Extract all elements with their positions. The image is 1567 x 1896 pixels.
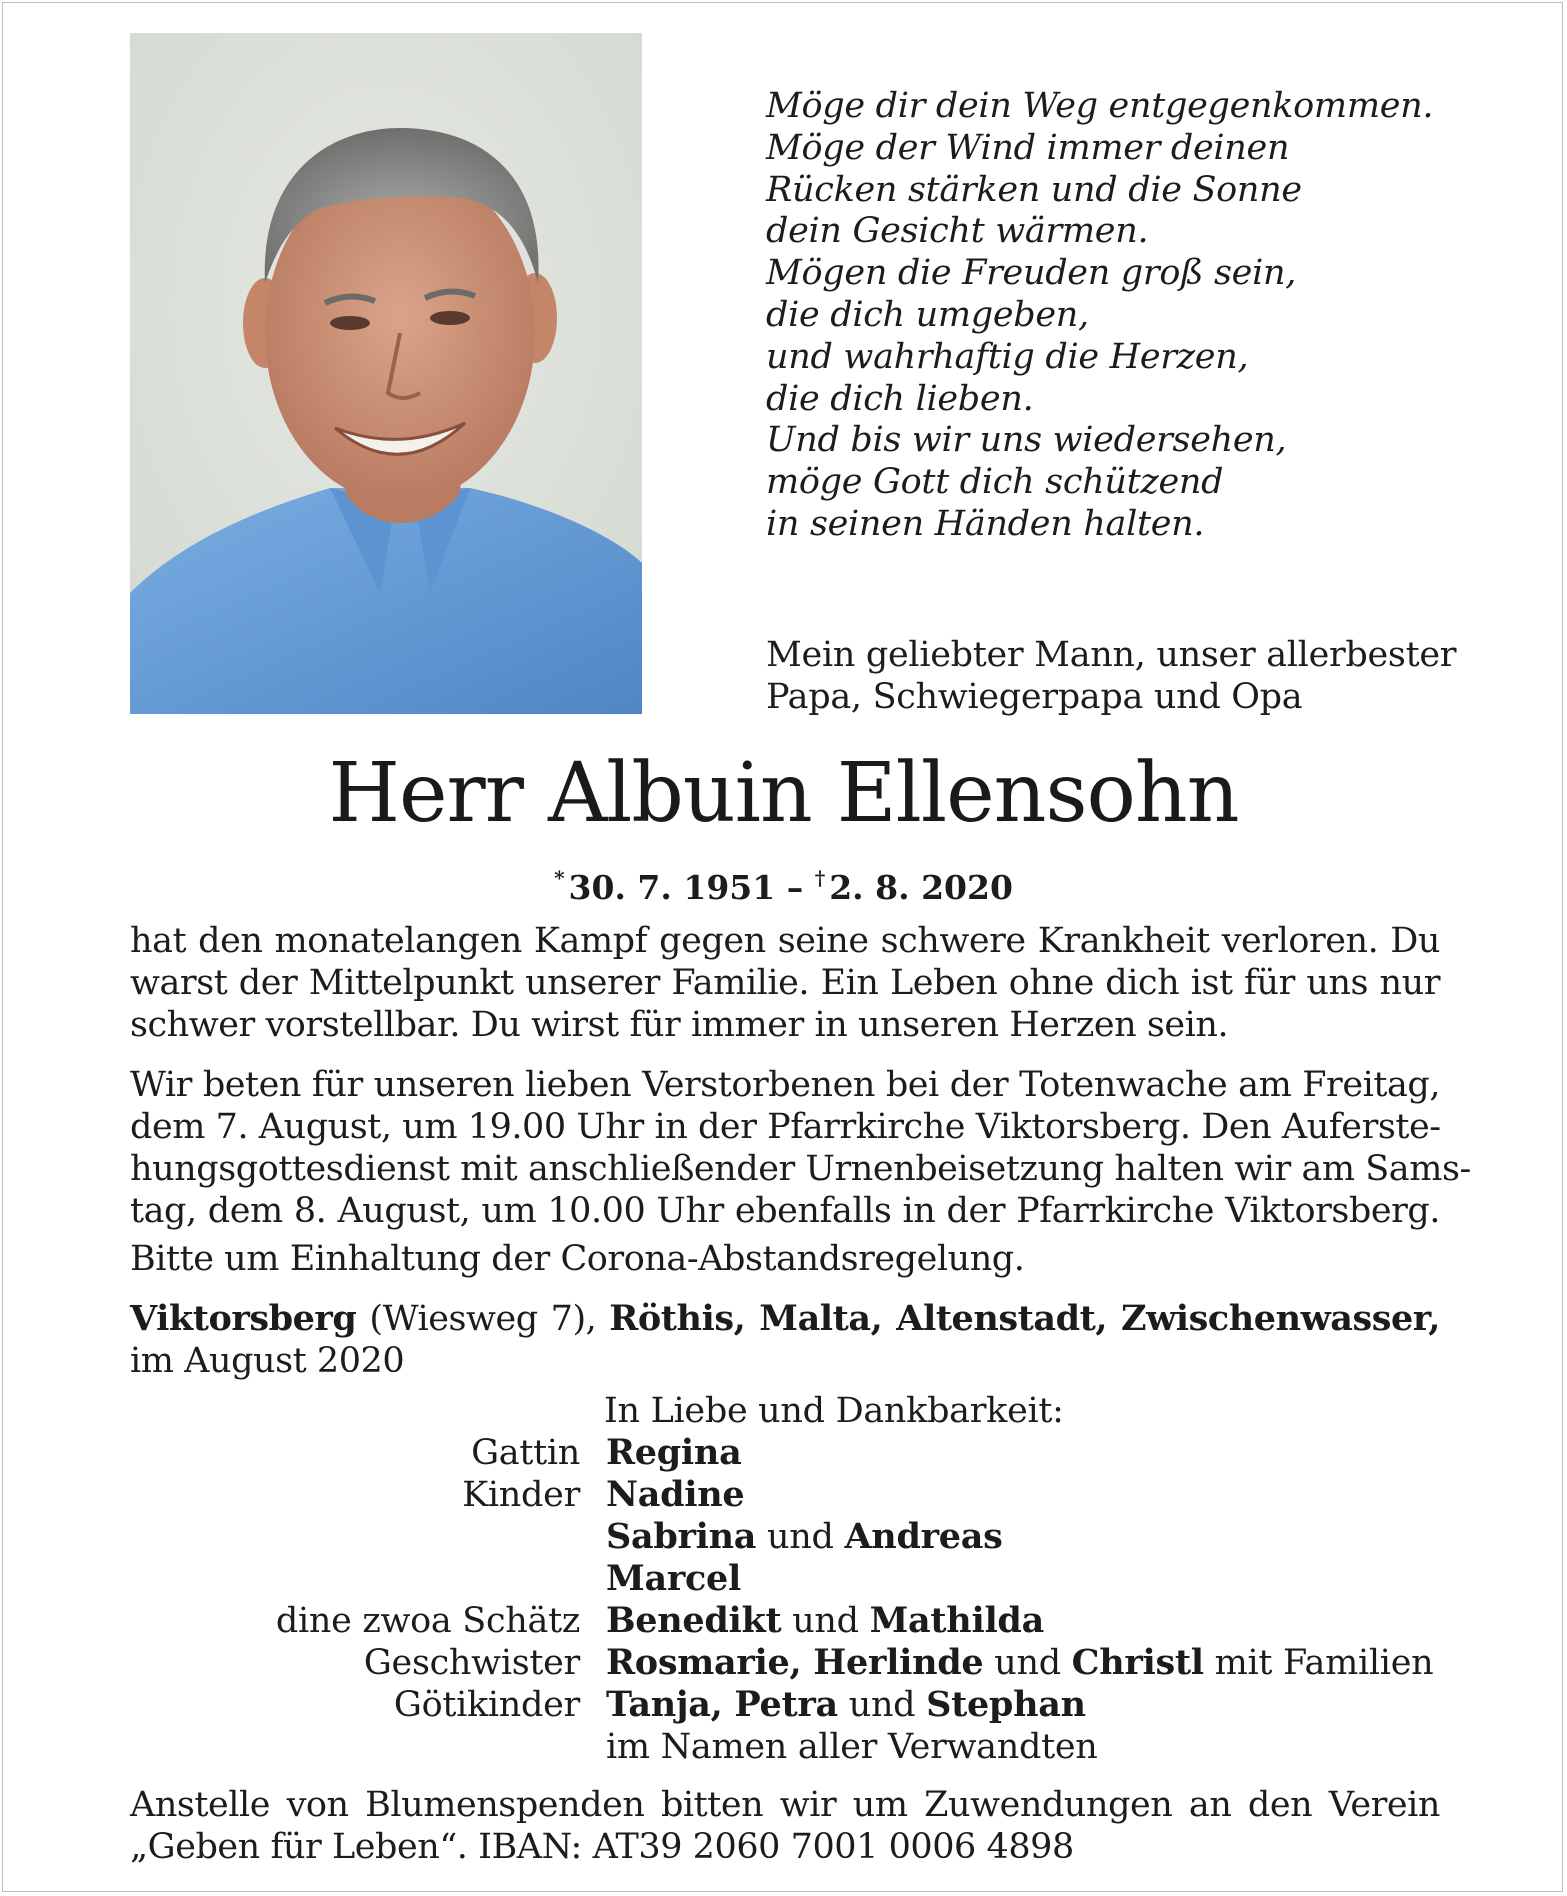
poem-line: in seinen Händen halten. — [766, 503, 1205, 544]
family-row — [130, 1726, 1530, 1768]
text-line: Anstelle von Blumenspenden bitten wir um Zuwendungen an den Verein — [130, 1785, 1440, 1825]
paragraph-illness — [130, 920, 1440, 1046]
text-line: hat den monatelangen Kampf gegen seine schwere Krankheit verloren. Du — [130, 921, 1440, 961]
family-member: Rosmarie, Herlinde — [606, 1642, 984, 1683]
poem-line: möge Gott dich schützend — [766, 462, 1224, 503]
text-line: schwer vorstellbar. Du wirst für immer in unseren Herzen sein. — [130, 1005, 1229, 1045]
poem-line: und wahrhaftig die Herzen, — [766, 336, 1249, 377]
birth-date: 30. 7. 1951 — [568, 868, 776, 907]
text-line: hungsgottesdienst mit anschließender Urnenbeisetzung halten wir am Sams- — [130, 1149, 1471, 1189]
family-member: Christl — [1071, 1642, 1204, 1683]
family-member: Sabrina — [606, 1516, 757, 1557]
life-dates — [0, 858, 1567, 908]
family-member: Benedikt — [606, 1600, 782, 1641]
deceased-name: Herr Albuin Ellensohn — [328, 746, 1239, 841]
family-row — [130, 1432, 1530, 1474]
family-member: Mathilda — [869, 1600, 1044, 1641]
family-role: Kinder — [462, 1475, 580, 1515]
family-row: Götikinder Tanja, Petra und Stephan — [130, 1684, 1530, 1726]
date-separator: – — [786, 868, 804, 907]
text-line: dem 7. August, um 19.00 Uhr in der Pfarrkirche Viktorsberg. Den Auferste- — [130, 1107, 1441, 1147]
poem-line: Mögen die Freuden groß sein, — [766, 253, 1297, 294]
family-member: Regina — [606, 1432, 742, 1473]
death-date: 2. 8. 2020 — [829, 868, 1013, 907]
intro-line: Mein geliebter Mann, unser allerbester — [766, 635, 1457, 675]
place-date — [130, 1298, 1440, 1382]
family-row: Sabrina und Andreas — [606, 1516, 1003, 1557]
family-member: Nadine — [606, 1474, 745, 1515]
family-role: Gattin — [471, 1433, 580, 1473]
family-role: Götikinder — [393, 1685, 580, 1725]
family-member: Tanja, Petra — [606, 1684, 838, 1725]
family-list — [130, 1432, 1530, 1768]
family-role: Geschwister — [363, 1643, 580, 1683]
birth-symbol: * — [554, 866, 565, 890]
poem-line: Rücken stärken und die Sonne — [766, 169, 1302, 210]
family-row: dine zwoa Schätz Benedikt und Mathilda — [130, 1600, 1530, 1642]
donation-note — [130, 1784, 1440, 1868]
text-line: „Geben für Leben“. IBAN: AT39 2060 7001 0006 4898 — [130, 1827, 1074, 1867]
address: (Wiesweg 7), — [369, 1299, 597, 1339]
poem-line: Möge dir dein Weg entgegenkommen. — [766, 86, 1434, 126]
intro-text — [766, 634, 1486, 718]
thanks-heading: In Liebe und Dankbarkeit: — [604, 1391, 1064, 1431]
intro-line: Papa, Schwiegerpapa und Opa — [766, 677, 1303, 717]
town-name: Viktorsberg — [130, 1298, 357, 1339]
portrait-photo — [130, 33, 642, 714]
family-closing: im Namen aller Verwandten — [606, 1727, 1098, 1767]
poem-line: dein Gesicht wärmen. — [766, 211, 1149, 252]
family-role: dine zwoa Schätz — [275, 1601, 580, 1641]
text-line: Bitte um Einhaltung der Corona-Abstandsregelung. — [130, 1239, 1025, 1279]
family-row: Geschwister Rosmarie, Herlinde und Christl mit Familien — [130, 1642, 1530, 1684]
family-member: Andreas — [844, 1516, 1003, 1557]
date-line: im August 2020 — [130, 1341, 405, 1381]
family-member: Marcel — [606, 1558, 741, 1599]
poem-line: Möge der Wind immer deinen — [766, 127, 1290, 168]
family-member: Stephan — [926, 1684, 1086, 1725]
poem-line: die dich umgeben, — [766, 294, 1089, 335]
paragraph-corona — [130, 1238, 1440, 1280]
poem-line: Und bis wir uns wiedersehen, — [766, 420, 1287, 461]
family-row — [130, 1474, 1530, 1516]
text-line: tag, dem 8. August, um 10.00 Uhr ebenfalls in der Pfarrkirche Viktorsberg. — [130, 1191, 1440, 1231]
paragraph-service — [130, 1064, 1471, 1232]
poem-line: die dich lieben. — [766, 378, 1034, 419]
death-symbol: † — [814, 866, 826, 890]
poem — [766, 86, 1486, 546]
place-line — [130, 1298, 1440, 1340]
towns-list: Röthis, Malta, Altenstadt, Zwischenwasser, — [609, 1298, 1440, 1339]
text-line: Wir beten für unseren lieben Verstorbenen bei der Totenwache am Freitag, — [130, 1065, 1440, 1105]
text-line: warst der Mittelpunkt unserer Familie. Ein Leben ohne dich ist für uns nur — [130, 963, 1440, 1003]
family-row — [130, 1558, 1530, 1600]
